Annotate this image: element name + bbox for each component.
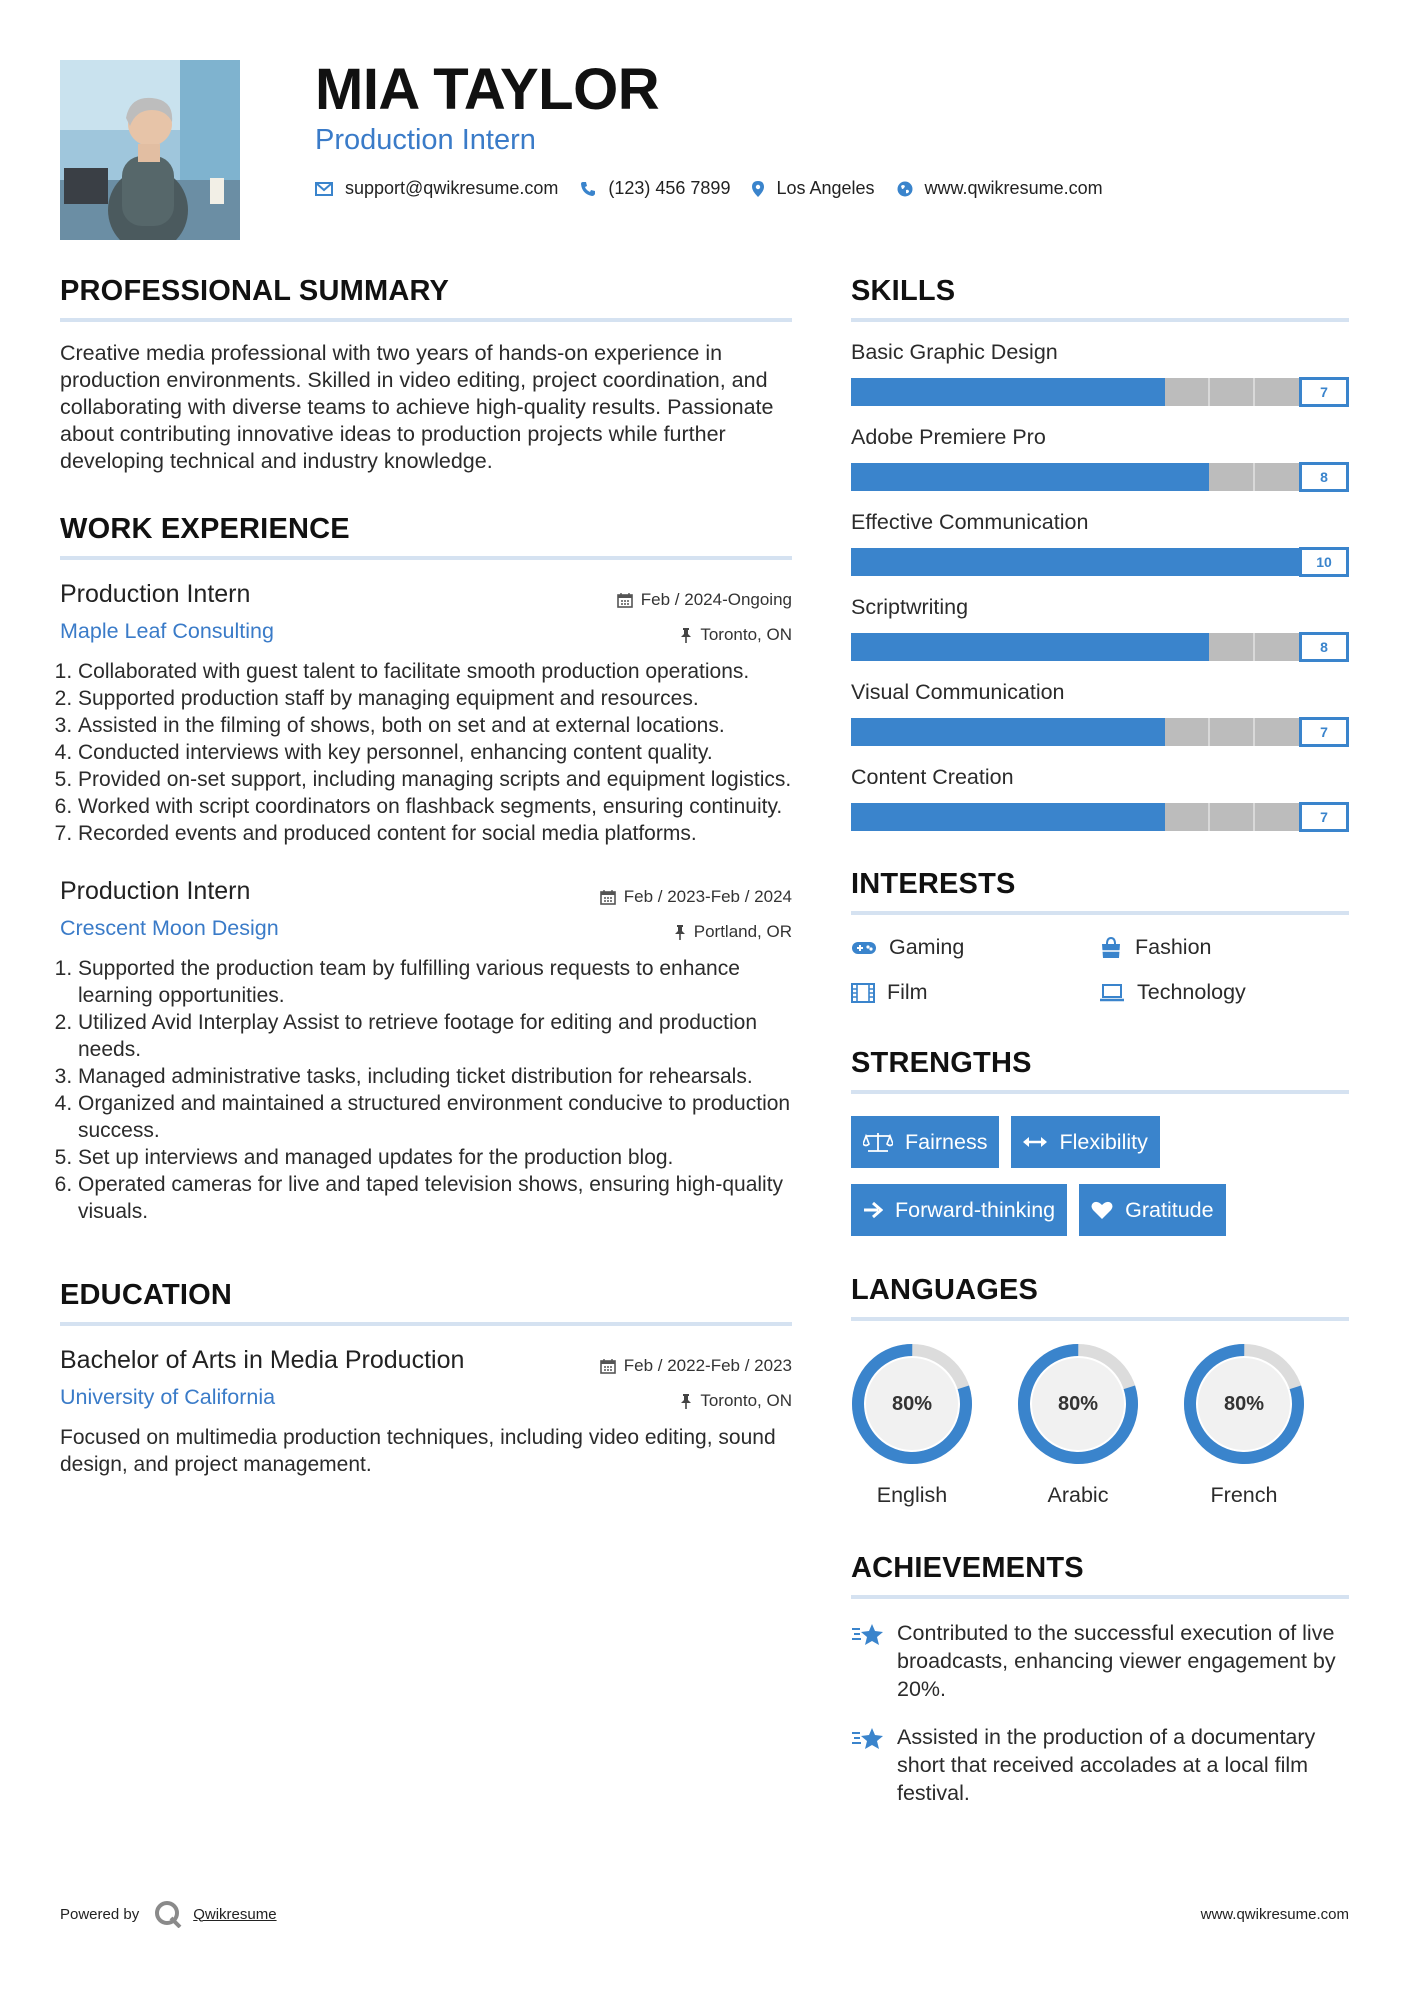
- shooting-star-icon: [851, 1725, 885, 1753]
- achievements-section: [851, 1552, 1349, 1807]
- location-text: Los Angeles: [776, 178, 875, 198]
- pushpin-icon: [674, 924, 686, 940]
- list-item: 6. Operated cameras for live and taped television shows, ensuring high-quality visuals.: [78, 1171, 792, 1225]
- skill-item: [851, 425, 1349, 492]
- map-pin-icon: [752, 181, 764, 197]
- film-icon: [851, 983, 875, 1003]
- section-title: PROFESSIONAL SUMMARY: [60, 275, 450, 307]
- candidate-role: Production Intern: [315, 124, 536, 156]
- skill-level-badge: 7: [1299, 802, 1349, 832]
- website-text: www.qwikresume.com: [924, 178, 1103, 198]
- heart-icon: [1091, 1200, 1113, 1220]
- job-title: Production Intern: [60, 877, 251, 905]
- strengths-tags: [851, 1116, 1271, 1236]
- envelope-icon: [315, 182, 333, 196]
- skill-bar-fill: [851, 548, 1299, 576]
- job-location-text: Toronto, ON: [700, 625, 792, 644]
- job-location: [680, 625, 792, 645]
- skill-item: [851, 510, 1349, 577]
- contact-website[interactable]: [897, 178, 1103, 199]
- job-company: Crescent Moon Design: [60, 916, 279, 940]
- language-ring: [1017, 1343, 1139, 1465]
- language-name: French: [1210, 1483, 1278, 1507]
- skill-name: Basic Graphic Design: [851, 340, 1058, 364]
- skills-list: [851, 340, 1349, 832]
- list-item: 5. Set up interviews and managed updates for the production blog.: [78, 1144, 792, 1171]
- section-divider: [60, 556, 792, 560]
- list-item: 1. Supported the production team by fulfilling various requests to enhance learning opportunities.: [78, 955, 792, 1009]
- list-item: 6. Worked with script coordinators on flashback segments, ensuring continuity.: [78, 793, 792, 820]
- language-name: English: [876, 1483, 948, 1507]
- interest-item: [1099, 980, 1347, 1005]
- skill-item: [851, 340, 1349, 407]
- interest-item: [1099, 935, 1347, 960]
- section-divider: [851, 1317, 1349, 1321]
- contact-bar: [315, 178, 1125, 199]
- calendar-icon: [600, 1358, 616, 1374]
- qwikresume-logo-icon: [153, 1900, 183, 1928]
- section-title: LANGUAGES: [851, 1274, 1039, 1306]
- interest-label: Gaming: [889, 935, 965, 959]
- skill-bar: [851, 632, 1349, 662]
- skill-name: Adobe Premiere Pro: [851, 425, 1046, 449]
- job-title: Production Intern: [60, 580, 251, 608]
- section-divider: [851, 911, 1349, 915]
- pushpin-icon: [680, 627, 692, 643]
- language-item: [1017, 1343, 1139, 1508]
- interest-label: Technology: [1137, 980, 1246, 1004]
- skill-name: Visual Communication: [851, 680, 1065, 704]
- achievement-text: Assisted in the production of a documentary short that received accolades at a local film festival.: [897, 1725, 1316, 1805]
- email-text: support@qwikresume.com: [345, 178, 559, 198]
- skill-bar-fill: [851, 633, 1209, 661]
- job-bullets: [60, 955, 792, 1225]
- skill-item: [851, 595, 1349, 662]
- skill-bar: [851, 802, 1349, 832]
- skill-bar-fill: [851, 803, 1165, 831]
- education-section: [60, 1279, 792, 1478]
- education-location: [680, 1391, 792, 1411]
- footer-website[interactable]: www.qwikresume.com: [1200, 1906, 1349, 1923]
- skill-item: [851, 680, 1349, 747]
- skill-item: [851, 765, 1349, 832]
- contact-location: [752, 178, 874, 199]
- education-date-text: Feb / 2022-Feb / 2023: [623, 1356, 792, 1375]
- skills-section: [851, 275, 1349, 832]
- skill-name: Content Creation: [851, 765, 1014, 789]
- skill-bar-segment-divider: [1208, 718, 1210, 746]
- strength-tag: [1079, 1184, 1225, 1236]
- section-divider: [851, 318, 1349, 322]
- skill-level-badge: 8: [1299, 462, 1349, 492]
- language-ring: [1183, 1343, 1305, 1465]
- arrows-horizontal-icon: [1023, 1135, 1047, 1149]
- section-title: ACHIEVEMENTS: [851, 1552, 1084, 1584]
- list-item: 3. Managed administrative tasks, including ticket distribution for rehearsals.: [78, 1063, 792, 1090]
- job-company: Maple Leaf Consulting: [60, 619, 274, 643]
- list-item: 1. Collaborated with guest talent to facilitate smooth production operations.: [78, 658, 792, 685]
- balance-scale-icon: [863, 1131, 893, 1153]
- language-item: [851, 1343, 973, 1508]
- professional-summary-section: [60, 275, 792, 475]
- language-ring: [851, 1343, 973, 1465]
- languages-section: [851, 1274, 1349, 1508]
- section-divider: [851, 1595, 1349, 1599]
- skill-bar-segment-divider: [1208, 803, 1210, 831]
- strength-tag: [1011, 1116, 1159, 1168]
- section-divider: [851, 1090, 1349, 1094]
- list-item: 5. Provided on-set support, including managing scripts and equipment logistics.: [78, 766, 792, 793]
- phone-text: (123) 456 7899: [608, 178, 731, 198]
- strengths-section: [851, 1047, 1349, 1236]
- list-item: 3. Assisted in the filming of shows, both on set and at external locations.: [78, 712, 792, 739]
- list-item: 2. Utilized Avid Interplay Assist to retrieve footage for editing and production needs.: [78, 1009, 792, 1063]
- section-title: WORK EXPERIENCE: [60, 513, 350, 545]
- section-divider: [60, 1322, 792, 1326]
- contact-email[interactable]: [315, 178, 558, 199]
- language-item: [1183, 1343, 1305, 1508]
- degree-title: Bachelor of Arts in Media Production: [60, 1346, 465, 1374]
- phone-icon: [580, 181, 596, 197]
- shopping-bag-icon: [1099, 937, 1123, 959]
- job-date: [617, 590, 792, 610]
- strength-label: Flexibility: [1059, 1129, 1148, 1154]
- skill-level-badge: 7: [1299, 717, 1349, 747]
- section-divider: [60, 318, 792, 322]
- work-experience-section: [60, 513, 792, 1225]
- education-description: Focused on multimedia production techniques, including video editing, sound design, and project management.: [60, 1426, 776, 1476]
- interest-label: Fashion: [1135, 935, 1212, 959]
- section-title: EDUCATION: [60, 1279, 233, 1311]
- interest-label: Film: [887, 980, 928, 1004]
- right-column: [851, 275, 1349, 1807]
- job-location-text: Portland, OR: [693, 922, 792, 941]
- list-item: 2. Supported production staff by managing equipment and resources.: [78, 685, 792, 712]
- list-item: 7. Recorded events and produced content for social media platforms.: [78, 820, 792, 847]
- section-title: INTERESTS: [851, 868, 1016, 900]
- strength-label: Gratitude: [1125, 1197, 1214, 1222]
- languages-list: [851, 1343, 1349, 1508]
- list-item: 4. Organized and maintained a structured environment conducive to production success.: [78, 1090, 792, 1144]
- strength-tag: [851, 1116, 999, 1168]
- list-item: 4. Conducted interviews with key personnel, enhancing content quality.: [78, 739, 792, 766]
- interests-grid: [851, 935, 1349, 1005]
- language-percent: 80%: [891, 1392, 933, 1415]
- strength-tag: [851, 1184, 1067, 1236]
- skill-bar-segment-divider: [1253, 633, 1255, 661]
- skill-bar-segment-divider: [1253, 378, 1255, 406]
- achievement-item: [851, 1723, 1349, 1807]
- strength-label: Forward-thinking: [895, 1197, 1056, 1222]
- powered-by-text: Powered by: [60, 1905, 140, 1923]
- job-date: [600, 887, 792, 907]
- arrow-right-icon: [863, 1201, 883, 1219]
- summary-text: Creative media professional with two years of hands-on experience in production environments. Skilled in video editing, project coordination, and collaborating with diverse teams to achieve high-quality results. Passionate about contributing innovative ideas to production projects while further developing technical and industry knowledge.: [60, 341, 774, 473]
- skill-name: Effective Communication: [851, 510, 1089, 534]
- language-percent: 80%: [1223, 1392, 1265, 1415]
- achievement-text: Contributed to the successful execution of live broadcasts, enhancing viewer engagement by 20%.: [897, 1621, 1336, 1701]
- section-title: SKILLS: [851, 275, 956, 307]
- profile-photo: [60, 60, 240, 240]
- language-name: Arabic: [1047, 1483, 1109, 1507]
- skill-bar-segment-divider: [1253, 718, 1255, 746]
- skill-bar-segment-divider: [1253, 803, 1255, 831]
- qwikresume-link[interactable]: Qwikresume: [193, 1905, 277, 1923]
- skill-bar-segment-divider: [1208, 378, 1210, 406]
- pushpin-icon: [680, 1393, 692, 1409]
- section-title: STRENGTHS: [851, 1047, 1032, 1079]
- job-location: [674, 922, 792, 942]
- job-entry: [60, 877, 792, 1225]
- achievement-item: [851, 1619, 1349, 1703]
- skill-bar-fill: [851, 463, 1209, 491]
- job-bullets: [60, 658, 792, 847]
- education-entry: [60, 1346, 792, 1478]
- interest-item: [851, 980, 1099, 1005]
- skill-bar: [851, 717, 1349, 747]
- interests-section: [851, 868, 1349, 1005]
- skill-bar-fill: [851, 718, 1165, 746]
- job-date-text: Feb / 2023-Feb / 2024: [623, 887, 792, 906]
- skill-bar-segment-divider: [1253, 463, 1255, 491]
- left-column: [60, 275, 792, 1478]
- education-date: [600, 1356, 792, 1376]
- calendar-icon: [617, 592, 633, 608]
- contact-phone[interactable]: [580, 178, 730, 199]
- interest-item: [851, 935, 1099, 960]
- laptop-icon: [1099, 984, 1125, 1002]
- skill-bar-fill: [851, 378, 1165, 406]
- skill-bar: [851, 377, 1349, 407]
- skill-bar: [851, 462, 1349, 492]
- language-percent: 80%: [1057, 1392, 1099, 1415]
- skill-level-badge: 8: [1299, 632, 1349, 662]
- job-date-text: Feb / 2024-Ongoing: [640, 590, 792, 609]
- gamepad-icon: [851, 939, 877, 957]
- candidate-name: MIA TAYLOR: [315, 57, 660, 122]
- footer-powered-by: [60, 1900, 277, 1928]
- skill-level-badge: 10: [1299, 547, 1349, 577]
- strength-label: Fairness: [905, 1129, 988, 1154]
- globe-icon: [897, 181, 913, 197]
- job-entry: [60, 580, 792, 847]
- school-name: University of California: [60, 1385, 276, 1409]
- skill-bar: [851, 547, 1349, 577]
- shooting-star-icon: [851, 1621, 885, 1649]
- calendar-icon: [600, 889, 616, 905]
- education-location-text: Toronto, ON: [700, 1391, 792, 1410]
- skill-name: Scriptwriting: [851, 595, 969, 619]
- skill-level-badge: 7: [1299, 377, 1349, 407]
